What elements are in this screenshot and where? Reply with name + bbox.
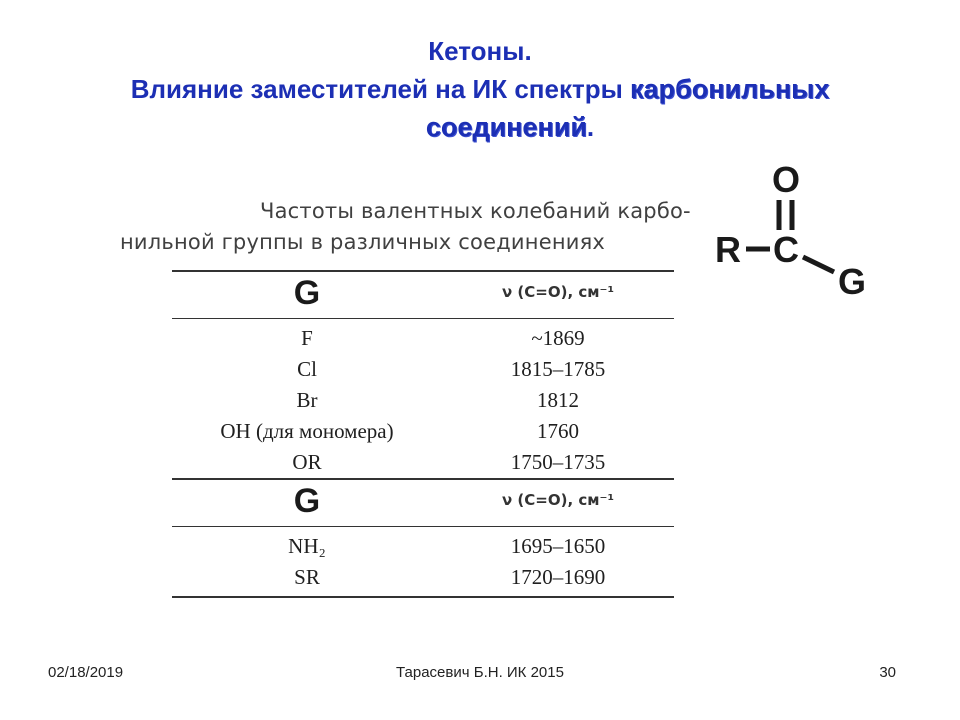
cell-g: OR: [172, 447, 442, 479]
title-line3-highlight: соединений: [425, 112, 587, 142]
cell-v: 1760: [537, 419, 579, 443]
cell-g: SR: [172, 562, 442, 597]
footer-date: 02/18/2019: [48, 664, 124, 681]
footer-page-number: 30: [879, 664, 896, 681]
cell-g: OH (для мономера): [220, 419, 394, 443]
header-g-2: G: [293, 481, 321, 520]
cell-g: Cl: [297, 357, 317, 381]
header-g: G: [293, 273, 321, 312]
cell-g: F: [301, 326, 313, 350]
table-header-row-2: [172, 479, 674, 527]
title-line1: Кетоны.: [428, 36, 532, 66]
cell-v: ~1869: [531, 326, 585, 350]
frequency-table: [172, 270, 674, 598]
structure-oxygen: O: [771, 160, 801, 200]
structure-r: R: [715, 229, 741, 270]
header-v: ν (C=O), см⁻¹: [501, 282, 615, 301]
table-row: [172, 527, 674, 563]
table-row: [172, 562, 674, 597]
structure-g: G: [837, 261, 867, 302]
caption-line2: нильной группы в различных соединениях: [120, 230, 606, 254]
footer-author: Тарасевич Б.Н. ИК 2015: [396, 664, 564, 681]
cell-v: 1695–1650: [510, 534, 606, 558]
title-line3-suffix: .: [586, 112, 595, 142]
table-caption: [120, 196, 765, 258]
cell-g: NH₂: [288, 534, 326, 558]
cell-v: 1720–1690: [442, 562, 674, 597]
table-row: [172, 447, 674, 479]
carbonyl-structure-diagram: [700, 160, 880, 310]
table-row: [172, 354, 674, 385]
table-row: [172, 319, 674, 355]
cell-v: 1750–1735: [442, 447, 674, 479]
structure-carbon: C: [773, 229, 799, 270]
caption-line1: Частоты валентных колебаний карбо-: [260, 199, 691, 223]
slide-title: [0, 32, 960, 146]
cell-v: 1812: [537, 388, 579, 412]
cell-v: 1815–1785: [510, 357, 606, 381]
c-g-bond: [803, 257, 834, 272]
title-line2-prefix: Влияние заместителей на ИК спектры: [130, 74, 631, 104]
table-row: [172, 385, 674, 416]
title-line2-highlight: карбонильных: [630, 74, 830, 104]
table-header-row: [172, 271, 674, 319]
header-v-2: ν (C=O), см⁻¹: [501, 490, 615, 509]
cell-g: Br: [296, 388, 318, 412]
table-row: [172, 416, 674, 447]
